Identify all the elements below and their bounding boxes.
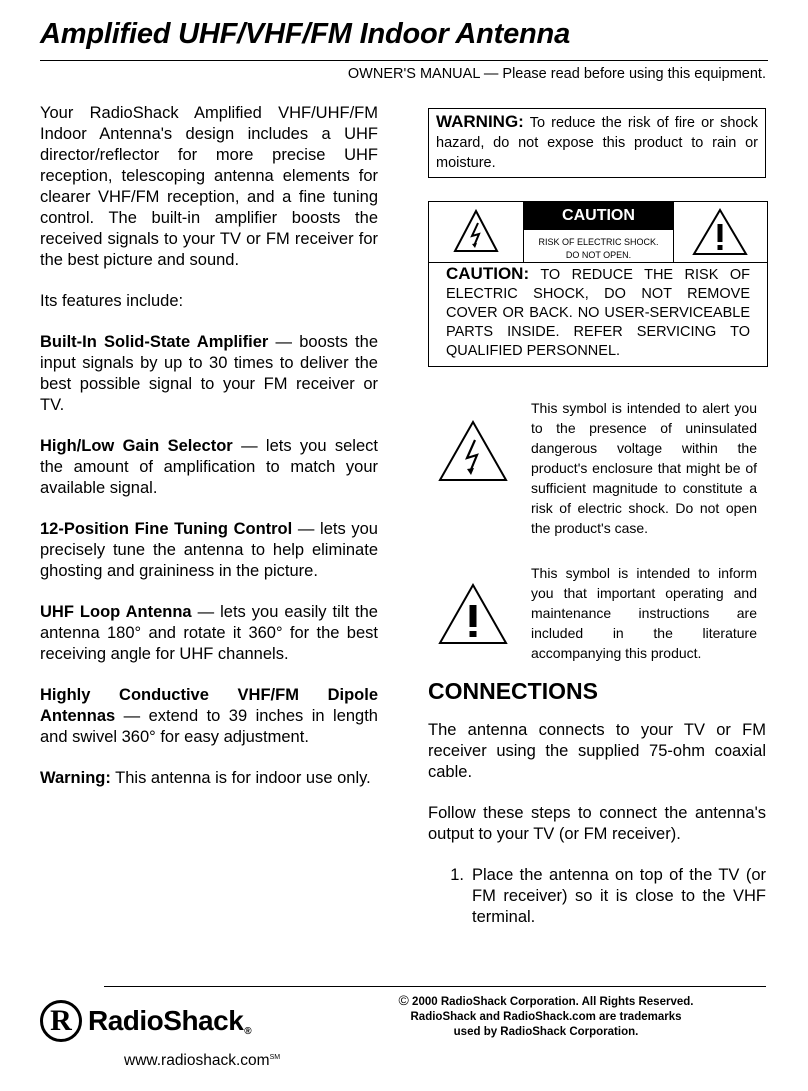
- copyright-line: used by RadioShack Corporation.: [453, 1026, 639, 1038]
- indoor-warning: [40, 768, 378, 789]
- logo-brand-text: RadioShack: [88, 1005, 244, 1036]
- symbol-description: This symbol is intended to alert you to the presence of uninsulated dangerous voltage within the product's enclosure that might be of sufficient magnitude to constitute a risk of electric shock. Do not open the product's case.: [531, 400, 757, 536]
- feature-item: [40, 332, 378, 416]
- lightning-triangle-icon: [453, 209, 499, 253]
- feature-item: [40, 436, 378, 499]
- caution-divider: [673, 202, 674, 262]
- manual-subtitle: OWNER'S MANUAL — Please read before using this equipment.: [347, 66, 766, 82]
- logo-brand: [88, 1005, 251, 1037]
- service-mark: SM: [269, 1053, 281, 1061]
- warning-box: [428, 108, 766, 178]
- website-url: [124, 1052, 280, 1070]
- title-divider: [40, 60, 768, 61]
- warning-text: To reduce the risk of fire or shock hazard, do not expose this product to rain or moisture.: [436, 115, 758, 171]
- caution-small-line: RISK OF ELECTRIC SHOCK.: [538, 237, 659, 247]
- feature-name: UHF Loop Antenna: [40, 603, 192, 621]
- feature-name: High/Low Gain Selector: [40, 437, 233, 455]
- copyright-text: 2000 RadioShack Corporation. All Rights Reserved.: [408, 996, 694, 1008]
- footer-divider: [104, 986, 766, 987]
- indoor-warning-text: This antenna is for indoor use only.: [110, 769, 371, 787]
- caution-label: CAUTION:: [446, 264, 530, 283]
- feature-name: 12-Position Fine Tuning Control: [40, 520, 293, 538]
- feature-desc: — lets you select the amount of amplification to match your available signal.: [40, 437, 378, 497]
- feature-item: [40, 602, 378, 665]
- features-intro: Its features include:: [40, 292, 184, 310]
- feature-desc: — extend to 39 inches in length and swivel 360° for easy adjustment.: [40, 707, 378, 746]
- copyright-line: [386, 993, 706, 1010]
- feature-name: Highly Conductive VHF/FM Dipole Antennas: [40, 686, 378, 725]
- page-title: Amplified UHF/VHF/FM Indoor Antenna: [40, 18, 570, 50]
- radioshack-logo: [40, 1000, 251, 1042]
- website-url-text: www.radioshack.com: [124, 1052, 270, 1069]
- feature-desc: — lets you precisely tune the antenna to help eliminate ghosting and graininess in the picture.: [40, 520, 378, 580]
- step-number: 1.: [450, 866, 464, 884]
- caution-banner: CAUTION: [524, 202, 673, 230]
- exclamation-triangle-icon: [692, 208, 748, 256]
- step-text: Place the antenna on top of the TV (or FM receiver) so it is close to the VHF terminal.: [472, 866, 766, 926]
- caution-small-text: [524, 236, 673, 262]
- left-column: [40, 103, 378, 809]
- caution-small-line: DO NOT OPEN.: [565, 250, 632, 260]
- caution-statement: [446, 264, 750, 361]
- right-column: [428, 108, 766, 926]
- feature-name: Built-In Solid-State Amplifier: [40, 333, 269, 351]
- registered-mark: ®: [244, 1026, 252, 1037]
- warning-label: WARNING:: [436, 112, 524, 131]
- indoor-warning-label: Warning:: [40, 769, 111, 787]
- logo-r-mark: R: [40, 1000, 82, 1042]
- feature-desc: — lets you easily tilt the antenna 180° and rotate it 360° for the best receiving angle for UHF channels.: [40, 603, 378, 663]
- feature-item: [40, 519, 378, 582]
- caution-divider: [429, 262, 767, 263]
- step-item: [428, 865, 766, 928]
- connections-paragraph: Follow these steps to connect the antenna's output to your TV (or FM receiver).: [428, 804, 766, 843]
- symbol-description: This symbol is intended to inform you that important operating and maintenance instructions are included in the literature accompanying this product.: [531, 565, 757, 661]
- exclamation-triangle-icon: [438, 583, 508, 645]
- copyright-notice: [386, 993, 706, 1040]
- copyright-line: RadioShack and RadioShack.com are trademarks: [410, 1011, 682, 1023]
- caution-box: [428, 201, 768, 367]
- copyright-symbol: ©: [398, 992, 409, 1008]
- intro-paragraph: Your RadioShack Amplified VHF/UHF/FM Indoor Antenna's design includes a UHF director/reflector for more precise UHF reception, telescoping antenna elements for clearer VHF/FM reception, and a fine tuning control. The built-in amplifier boosts the received signals to your TV or FM receiver for the best picture and sound.: [40, 104, 378, 269]
- feature-desc: — boosts the input signals by up to 30 times to deliver the best possible signal to your FM receiver or TV.: [40, 333, 378, 414]
- feature-item: [40, 685, 378, 748]
- connections-body: [428, 720, 766, 928]
- lightning-triangle-icon: [438, 420, 508, 482]
- connections-paragraph: The antenna connects to your TV or FM receiver using the supplied 75-ohm coaxial cable.: [428, 721, 766, 781]
- caution-text: TO REDUCE THE RISK OF ELECTRIC SHOCK, DO NOT REMOVE COVER OR BACK. NO USER-SERVICEABLE PARTS INSIDE. REFER SERVICING TO QUALIFIED PERSONNEL.: [446, 267, 750, 359]
- connections-heading: CONNECTIONS: [428, 678, 598, 704]
